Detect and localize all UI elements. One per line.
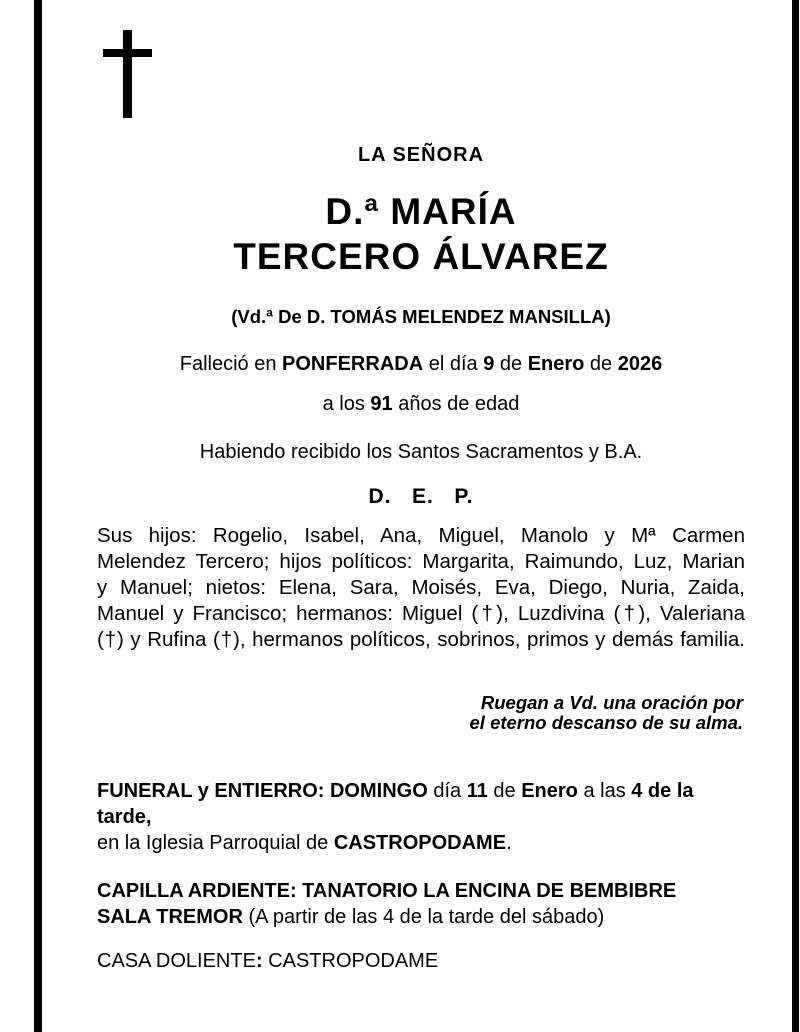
funeral-time: 4 de la tarde,	[97, 780, 694, 828]
notice-content	[97, 0, 745, 974]
prayer-line1: Ruegan a Vd. una oración por	[480, 692, 743, 713]
deceased-name-line1: D.ª MARÍA	[325, 191, 517, 232]
funeral-text-3: a las	[577, 780, 632, 802]
sacraments-line: Habiendo recibido los Santos Sacramentos y B.A.	[199, 441, 643, 463]
deceased-name	[97, 189, 745, 279]
funeral-line2-text-2: .	[506, 832, 512, 854]
funeral-details	[97, 778, 745, 856]
family-line: Melendez Tercero; hijos políticos: Margarita, Raimundo, Luz, Marian	[97, 550, 745, 573]
age-line	[97, 392, 745, 416]
death-month: Enero	[527, 353, 585, 375]
death-text-2: el día	[423, 353, 484, 375]
family-line: (†) y Rufina (†), hermanos políticos, sobrinos, primos y demás familia.	[97, 628, 745, 651]
funeral-day: 11	[466, 780, 488, 802]
prayer-line2: el eterno descanso de su alma.	[469, 712, 743, 733]
mourning-house-line	[97, 948, 745, 974]
funeral-text-2: de	[487, 780, 522, 802]
death-text-3: de	[494, 353, 528, 375]
mourning-house-colon: :	[255, 950, 263, 972]
wake-details	[97, 878, 745, 930]
age-text-2: años de edad	[392, 393, 520, 415]
death-day: 9	[483, 353, 495, 375]
deceased-name-line2: TERCERO ÁLVAREZ	[233, 236, 609, 277]
funeral-month: Enero	[521, 780, 578, 802]
family-line: Sus hijos: Rogelio, Isabel, Ana, Miguel, Manolo y Mª Carmen	[97, 524, 745, 547]
mourning-house-town: CASTROPODAME	[262, 950, 439, 972]
death-place-date-line	[97, 352, 745, 376]
prayer-request	[97, 693, 745, 733]
funeral-line2	[97, 830, 745, 856]
honorific-title: LA SEÑORA	[357, 144, 485, 166]
wake-room: SALA TREMOR	[97, 906, 243, 928]
funeral-bold-1: FUNERAL y ENTIERRO: DOMINGO	[97, 780, 428, 802]
death-year: 2026	[617, 353, 663, 375]
wake-line2	[97, 904, 745, 930]
funeral-church-town: CASTROPODAME	[333, 832, 507, 854]
funeral-line1	[97, 778, 745, 830]
wake-schedule: (A partir de las 4 de la tarde del sábado)	[242, 906, 605, 928]
death-place: PONFERRADA	[282, 353, 424, 375]
age-value: 91	[370, 393, 393, 415]
family-line: y Manuel; nietos: Elena, Sara, Moisés, Eva, Diego, Nuria, Zaida,	[97, 576, 745, 599]
right-border	[792, 0, 799, 1032]
wake-line1: CAPILLA ARDIENTE: TANATORIO LA ENCINA DE BEMBIBRE	[97, 880, 677, 902]
death-text-1: Falleció en	[179, 353, 283, 375]
dep-abbreviation: D. E. P.	[368, 485, 474, 508]
mourning-house-label: CASA DOLIENTE	[97, 950, 256, 972]
left-border	[34, 0, 42, 1032]
funeral-text-1: día	[427, 780, 467, 802]
funeral-line2-text-1: en la Iglesia Parroquial de	[97, 832, 334, 854]
widow-of-line: (Vd.ª De D. TOMÁS MELENDEZ MANSILLA)	[231, 306, 611, 327]
death-text-4: de	[584, 353, 618, 375]
family-line: Manuel y Francisco; hermanos: Miguel (†), Luzdivina (†), Valeriana	[97, 602, 745, 625]
family-paragraph	[97, 523, 745, 653]
age-text-1: a los	[322, 393, 371, 415]
